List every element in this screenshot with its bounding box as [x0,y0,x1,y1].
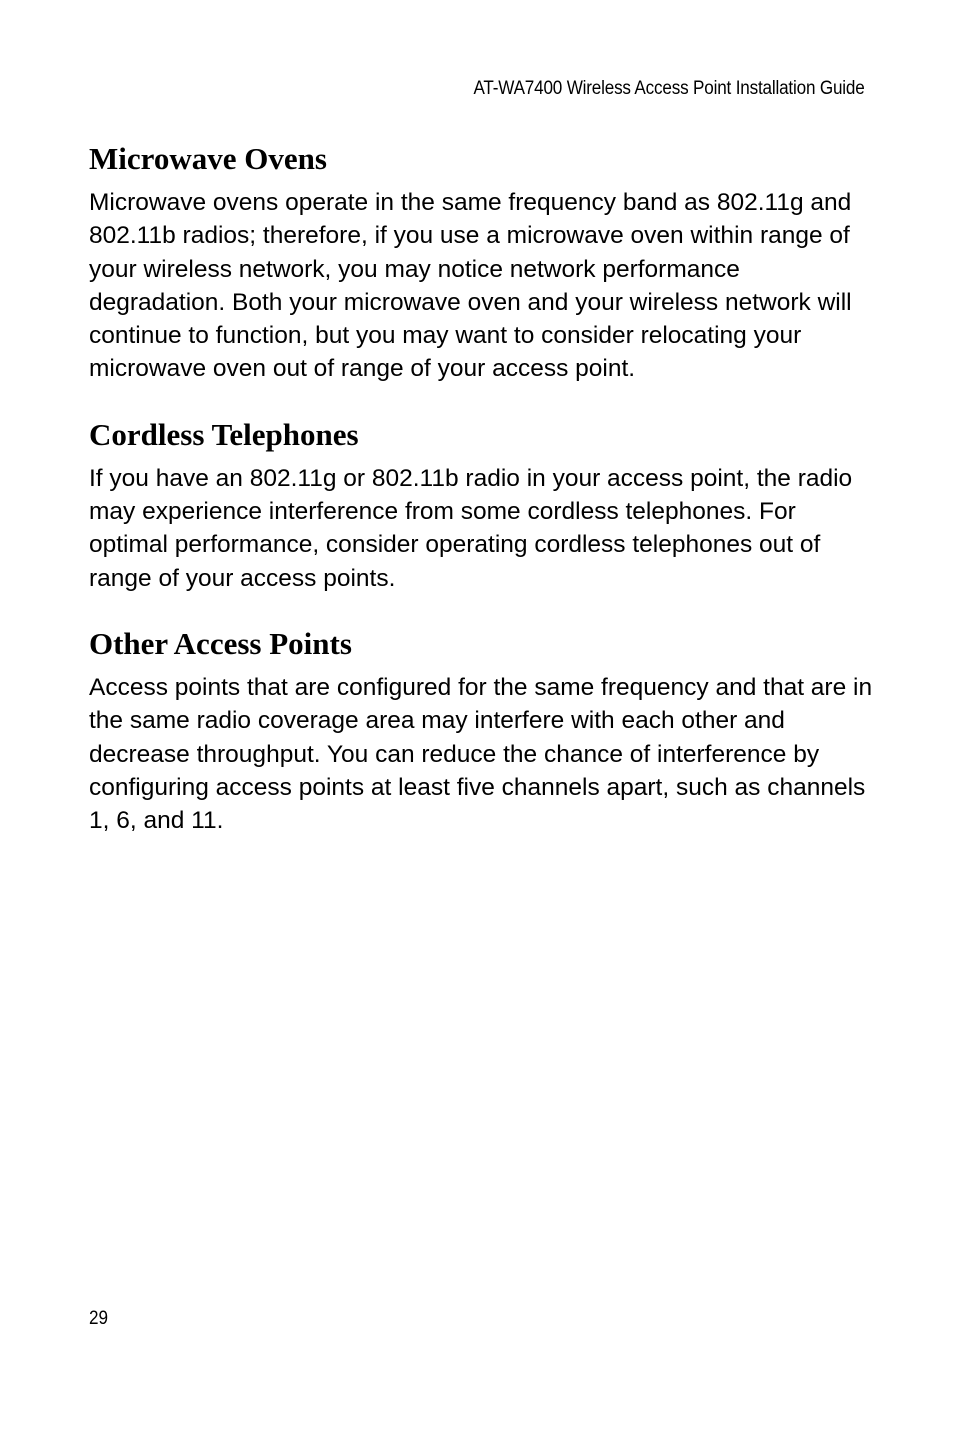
section-paragraph: Access points that are configured for the same frequency and that are in the same radio coverage area may interfere with each other and decrease throughput. You can reduce the chance of interference by configuring access points at least five channels apart, such as channels 1, 6, and 11. [89,673,873,835]
page-content [89,140,879,867]
section-other-access-points [89,625,879,837]
section-paragraph: Microwave ovens operate in the same frequency band as 802.11g and 802.11b radios; therefore, if you use a microwave oven within range of your wireless network, you may notice network performance degradation. Both your microwave oven and your wireless network will continue to function, but you may want to consider relocating your microwave oven out of range of your access point. [89,189,852,383]
page-number: 29 [89,1308,109,1329]
running-header: AT-WA7400 Wireless Access Point Installation Guide [473,78,865,99]
section-microwave-ovens [89,140,879,386]
section-heading: Microwave Ovens [89,141,327,176]
section-heading: Cordless Telephones [89,416,359,452]
section-cordless-telephones [89,416,879,595]
section-paragraph: If you have an 802.11g or 802.11b radio in your access point, the radio may experience interference from some cordless telephones. For optimal performance, consider operating cordless telephones out of range of your access points. [89,464,853,592]
section-heading: Other Access Points [89,625,352,661]
